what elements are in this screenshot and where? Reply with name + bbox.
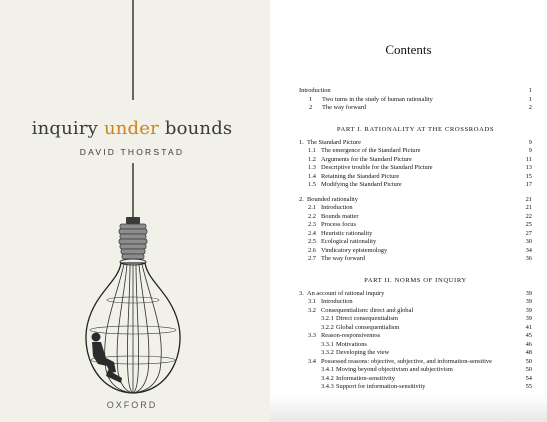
toc-entry-page: 50 xyxy=(525,357,532,365)
toc-entry-number: 2.6 xyxy=(308,246,316,254)
book-title-part1: inquiry xyxy=(31,118,104,139)
toc-section[interactable] xyxy=(299,298,532,307)
toc-entry-page: 21 xyxy=(525,204,532,211)
toc-entry-text: Bounds matter xyxy=(321,212,359,220)
toc-entry-number: 3.2 xyxy=(308,306,316,314)
toc-entry-page: 46 xyxy=(525,340,532,348)
book-title-part3: bounds xyxy=(158,118,233,139)
toc-entry-number: 2.4 xyxy=(308,229,316,237)
toc-entry-number: 3.2.1 xyxy=(321,315,334,322)
toc-section[interactable] xyxy=(299,332,532,341)
toc-entry-text: Modifying the Standard Picture xyxy=(321,181,402,188)
toc-subsection[interactable] xyxy=(299,349,532,358)
toc-entry-text: Direct consequentialism xyxy=(336,315,398,322)
toc-entry-page: 55 xyxy=(525,383,532,390)
toc-chapter[interactable] xyxy=(299,196,532,205)
toc-entry-number: 1.1 xyxy=(308,147,316,154)
toc-entry-number: 3.1 xyxy=(308,298,316,305)
toc-entry-number: 2.1 xyxy=(308,204,316,211)
toc-entry-number: 1.2 xyxy=(308,155,316,163)
publisher-logo: OXFORD xyxy=(106,400,158,410)
toc-entry-text: Developing the view xyxy=(336,349,390,356)
toc-entry-text: Motivations xyxy=(336,340,367,348)
toc-subsection[interactable] xyxy=(299,315,532,324)
toc-entry-page: 11 xyxy=(525,155,532,163)
book-author: DAVID THORSTAD xyxy=(79,147,185,157)
toc-entry-page: 34 xyxy=(525,246,532,254)
toc-entry-text: Descriptive trouble for the Standard Picture xyxy=(321,164,433,171)
toc-section[interactable] xyxy=(299,164,532,173)
toc-entry-number: 3. xyxy=(299,289,304,297)
toc-entry-introduction[interactable] xyxy=(299,87,532,96)
toc-entry-text: Moving beyond objectivism and subjectivism xyxy=(336,366,453,373)
toc-entry-number: 3.4.2 xyxy=(321,374,334,382)
contents-heading: Contents xyxy=(385,42,432,57)
toc-subsection[interactable] xyxy=(299,341,532,350)
toc-section[interactable] xyxy=(299,255,532,264)
toc-entry-text: Global consequentialism xyxy=(336,323,400,331)
toc-entry-page: 54 xyxy=(525,374,532,382)
toc-entry-number: 3.3.2 xyxy=(321,349,334,356)
toc-section[interactable] xyxy=(299,181,532,190)
toc-entry-text: Introduction xyxy=(299,87,331,94)
toc-entry-number: 1.5 xyxy=(308,181,316,188)
toc-entry-text: Ecological rationality xyxy=(321,238,377,245)
toc-subsection[interactable] xyxy=(299,324,532,333)
toc-entry-page: 39 xyxy=(525,289,532,297)
toc-entry-text: Introduction xyxy=(321,298,353,305)
toc-subsection[interactable] xyxy=(299,383,532,392)
toc-entry-text: Two turns in the study of human rationality xyxy=(322,95,433,103)
toc-entry-page: 22 xyxy=(525,212,532,220)
toc-entry-page: 1 xyxy=(528,87,532,94)
toc-entry-number: 2. xyxy=(299,195,304,203)
toc-section[interactable] xyxy=(299,238,532,247)
toc-entry-page: 39 xyxy=(525,315,532,322)
toc-entry-number: 1.4 xyxy=(308,172,316,180)
toc-entry-page: 1 xyxy=(528,95,532,103)
toc-chapter[interactable] xyxy=(299,139,532,148)
toc-entry-page: 48 xyxy=(525,349,532,356)
toc-entry-text: Heuristic rationality xyxy=(321,229,373,237)
toc-entry-text: Consequentialism: direct and global xyxy=(321,306,414,314)
lightbulb-illustration xyxy=(0,0,270,422)
toc-entry-page: 27 xyxy=(525,229,532,237)
toc-entry-text: The way forward xyxy=(322,104,367,111)
toc-entry-text: Introduction xyxy=(321,204,353,211)
toc-section[interactable] xyxy=(299,156,532,165)
toc-section[interactable] xyxy=(299,213,532,222)
toc-entry-page: 50 xyxy=(525,366,532,373)
toc-section[interactable] xyxy=(299,173,532,182)
toc-section[interactable] xyxy=(299,147,532,156)
toc-entry-number: 2.7 xyxy=(308,255,316,262)
toc-entry-text: Arguments for the Standard Picture xyxy=(321,155,412,163)
contents-page xyxy=(270,0,547,422)
toc-entry-page: 21 xyxy=(525,195,532,203)
toc-entry-page: 9 xyxy=(528,147,532,154)
toc-entry-page: 36 xyxy=(525,255,532,262)
toc-entry-text: Retaining the Standard Picture xyxy=(321,172,400,180)
toc-section[interactable] xyxy=(299,247,532,256)
toc-section[interactable] xyxy=(299,358,532,367)
toc-entry-text: Vindicatory epistemology xyxy=(321,246,388,254)
toc-chapter[interactable] xyxy=(299,290,532,299)
toc-entry-text: Process focus xyxy=(321,221,356,228)
toc-entry-text: The emergence of the Standard Picture xyxy=(321,147,421,154)
part-heading: PART I. RATIONALITY AT THE CROSSROADS xyxy=(336,125,495,133)
toc-entry-number: 3.4.3 xyxy=(321,383,334,390)
toc-entry-text: Reason-responsiveness xyxy=(321,332,381,339)
toc-entry-number: 3.4.1 xyxy=(321,366,334,373)
toc-section[interactable] xyxy=(299,221,532,230)
part-heading: PART II. NORMS OF INQUIRY xyxy=(364,276,467,284)
toc-entry-number: 3.4 xyxy=(308,357,316,365)
toc-entry-number: 2.2 xyxy=(308,212,316,220)
toc-entry-number: 2.5 xyxy=(308,238,316,245)
toc-entry-page: 25 xyxy=(525,221,532,228)
toc-section[interactable] xyxy=(299,307,532,316)
book-title-highlight: under xyxy=(103,118,159,139)
toc-entry-page: 39 xyxy=(525,298,532,305)
toc-entry-text: Possessed reasons: objective, subjective, and information-sensitive xyxy=(321,357,492,365)
toc-entry-text: The Standard Picture xyxy=(307,138,361,146)
toc-section[interactable] xyxy=(299,230,532,239)
toc-entry-number: 3.2.2 xyxy=(321,323,334,331)
toc-entry-text: An account of rational inquiry xyxy=(307,289,385,297)
table-of-contents xyxy=(299,87,532,392)
toc-entry-page: 17 xyxy=(525,181,532,188)
toc-entry-number: 3.3 xyxy=(308,332,316,339)
toc-entry-page: 2 xyxy=(528,104,532,111)
toc-entry[interactable] xyxy=(299,96,532,105)
toc-entry-page: 15 xyxy=(525,172,532,180)
toc-entry-text: Bounded rationality xyxy=(307,195,358,203)
toc-entry-page: 45 xyxy=(525,332,532,339)
book-cover xyxy=(0,0,270,422)
toc-entry-page: 9 xyxy=(528,138,532,146)
toc-entry-number: 2.3 xyxy=(308,221,316,228)
toc-subsection[interactable] xyxy=(299,366,532,375)
toc-entry-number: 1. xyxy=(299,138,304,146)
toc-entry-page: 41 xyxy=(525,323,532,331)
toc-entry-text: Support for information-sensitivity xyxy=(336,383,426,390)
toc-section[interactable] xyxy=(299,204,532,213)
toc-entry-number: 1 xyxy=(309,95,313,103)
toc-entry-text: Information-sensitivity xyxy=(336,374,395,382)
toc-entry-text: The way forward xyxy=(321,255,366,262)
book-title xyxy=(0,118,264,139)
toc-entry-number: 3.3.1 xyxy=(321,340,334,348)
toc-entry-number: 1.3 xyxy=(308,164,316,171)
toc-entry-page: 39 xyxy=(525,306,532,314)
toc-entry[interactable] xyxy=(299,104,532,113)
toc-entry-page: 13 xyxy=(525,164,532,171)
toc-subsection[interactable] xyxy=(299,375,532,384)
toc-entry-number: 2 xyxy=(309,104,313,111)
toc-entry-page: 30 xyxy=(525,238,532,245)
